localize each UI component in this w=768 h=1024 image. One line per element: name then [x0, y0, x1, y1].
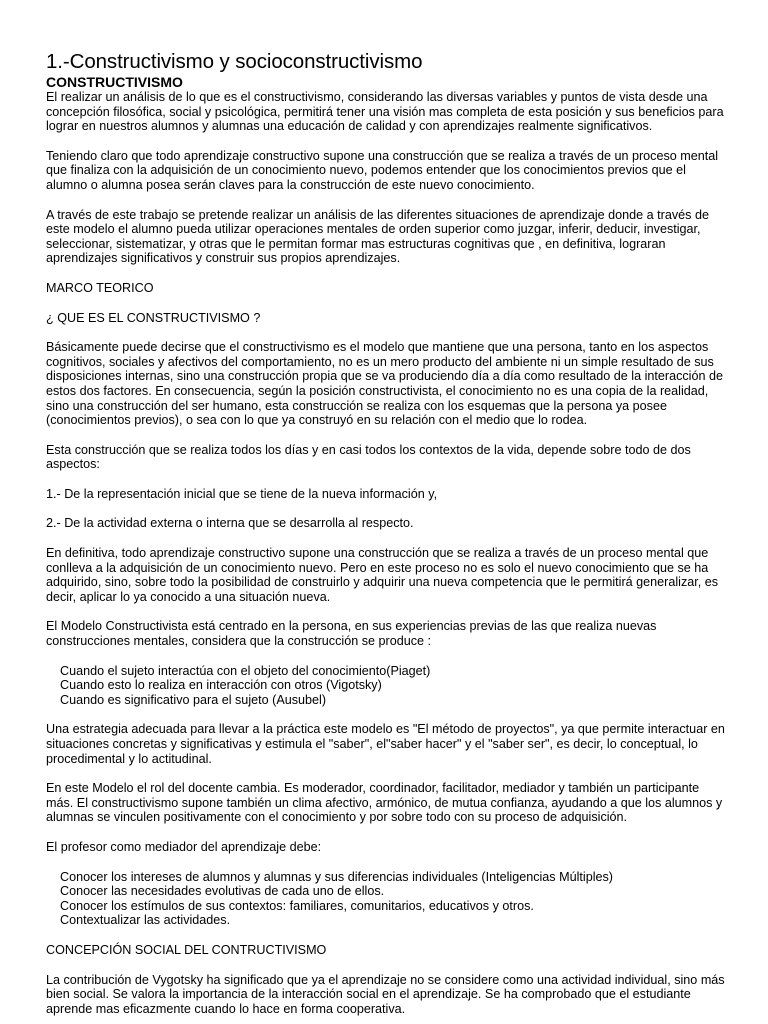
- list-item: Cuando es significativo para el sujeto (Ausubel): [60, 692, 327, 707]
- paragraph-aspecto-1: 1.- De la representación inicial que se tiene de la nueva información y,: [46, 486, 438, 501]
- list-item: Conocer los estímulos de sus contextos: familiares, comunitarios, educativos y otros.: [60, 898, 534, 913]
- list-item: Cuando esto lo realiza en interacción con otros (Vigotsky): [60, 678, 382, 693]
- paragraph-intro: El realizar un análisis de lo que es el constructivismo, considerando las diversas variables y puntos de vista desde una concepción filosófica, social y psicológica, permitirá tener una visión mas completa de esta posición y sus beneficios para lograr en nuestros alumnos y alumnas una educación de calidad y con aprendizajes realmente significativos.: [46, 90, 724, 134]
- document-title: 1.-Constructivismo y socioconstructivismo: [46, 50, 423, 73]
- paragraph-profesor-mediador: El profesor como mediador del aprendizaje debe:: [46, 839, 322, 854]
- paragraph-vygotsky: La contribución de Vygotsky ha significado que ya el aprendizaje no se considere como una actividad individual, sino más bien social. Se valora la importancia de la interacción social en el aprendizaje. Se ha comprobado que el estudiante aprende mas eficazmente cuando lo hace en forma cooperativa.: [46, 972, 725, 1016]
- paragraph-objetivo-trabajo: A través de este trabajo se pretende realizar un análisis de las diferentes situaciones de aprendizaje donde a través de este modelo el alumno pueda utilizar operaciones mentales de orden superior como juzgar, inferir, deducir, investigar, seleccionar, sistematizar, y otras que le permitan formar mas estructuras cognitivas que , en definitiva, lograran aprendizajes significativos y construir sus propios aprendizajes.: [46, 207, 709, 266]
- list-item: Conocer los intereses de alumnos y alumnas y sus diferencias individuales (Inteligencias Múltiples): [60, 869, 613, 884]
- paragraph-en-definitiva: En definitiva, todo aprendizaje constructivo supone una construcción que se realiza a través de un proceso mental que conlleva a la adquisición de un conocimiento nuevo. Pero en este proceso no es solo el nuevo conocimiento que se ha adquirido, sino, sobre todo la posibilidad de construirlo y adquirir una nueva competencia que le permitirá generalizar, es decir, aplicar lo ya conocido a una situación nueva.: [46, 546, 719, 604]
- paragraph-rol-docente: En este Modelo el rol del docente cambia. Es moderador, coordinador, facilitador, mediador y también un participante más. El constructivismo supone también un clima afectivo, armónico, de mutua confianza, ayudando a que los alumnos y alumnas se vinculen positivamente con el conocimiento y por sobre todo con su proceso de adquisición.: [46, 781, 723, 825]
- list-item: Conocer las necesidades evolutivas de cada uno de ellos.: [60, 884, 385, 899]
- heading-concepcion-social: CONCEPCIÓN SOCIAL DEL CONTRUCTIVISMO: [46, 942, 327, 957]
- list-construccion: [46, 664, 728, 708]
- paragraph-aprendizaje-constructivo: Teniendo claro que todo aprendizaje constructivo supone una construcción que se realiza a través de un proceso mental que finaliza con la adquisición de un conocimiento nuevo, podemos entender que los conocimientos previos que el alumno o alumna posea serán claves para la construcción de este nuevo conocimiento.: [46, 148, 719, 192]
- list-item: Cuando el sujeto interactúa con el objeto del conocimiento(Piaget): [60, 663, 431, 678]
- section-heading-constructivismo: CONSTRUCTIVISMO: [46, 74, 183, 90]
- list-profesor-debe: [46, 870, 728, 928]
- paragraph-construccion-aspectos: Esta construcción que se realiza todos los días y en casi todos los contextos de la vida, depende sobre todo de dos aspectos:: [46, 442, 691, 472]
- paragraph-aspecto-2: 2.- De la actividad externa o interna que se desarrolla al respecto.: [46, 516, 414, 531]
- paragraph-metodo-proyectos: Una estrategia adecuada para llevar a la práctica este modelo es "El método de proyectos", ya que permite interactuar en situaciones concretas y significativas y estimula el "saber", el"saber hacer" y el "saber ser", es decir, lo conceptual, lo procedimental y lo actitudinal.: [46, 722, 725, 766]
- paragraph-definicion: Básicamente puede decirse que el constructivismo es el modelo que mantiene que una persona, tanto en los aspectos cognitivos, sociales y afectivos del comportamiento, no es un mero producto del ambiente ni un simple resultado de sus disposiciones internas, sino una construcción propia que se va produciendo día a día como resultado de la interacción de estos dos factores. En consecuencia, según la posición constructivista, el conocimiento no es una copia de la realidad, sino una construcción del ser humano, esta construcción se realiza con los esquemas que la persona ya posee (conocimientos previos), o sea con lo que ya construyó en su relación con el medio que lo rodea.: [46, 340, 723, 428]
- heading-marco-teorico: MARCO TEORICO: [46, 280, 154, 295]
- list-item: Contextualizar las actividades.: [60, 913, 231, 928]
- paragraph-modelo-constructivista: El Modelo Constructivista está centrado en la persona, en sus experiencias previas de las que realiza nuevas construcciones mentales, considera que la construcción se produce :: [46, 619, 657, 649]
- heading-que-es-constructivismo: ¿ QUE ES EL CONSTRUCTIVISMO ?: [46, 310, 261, 325]
